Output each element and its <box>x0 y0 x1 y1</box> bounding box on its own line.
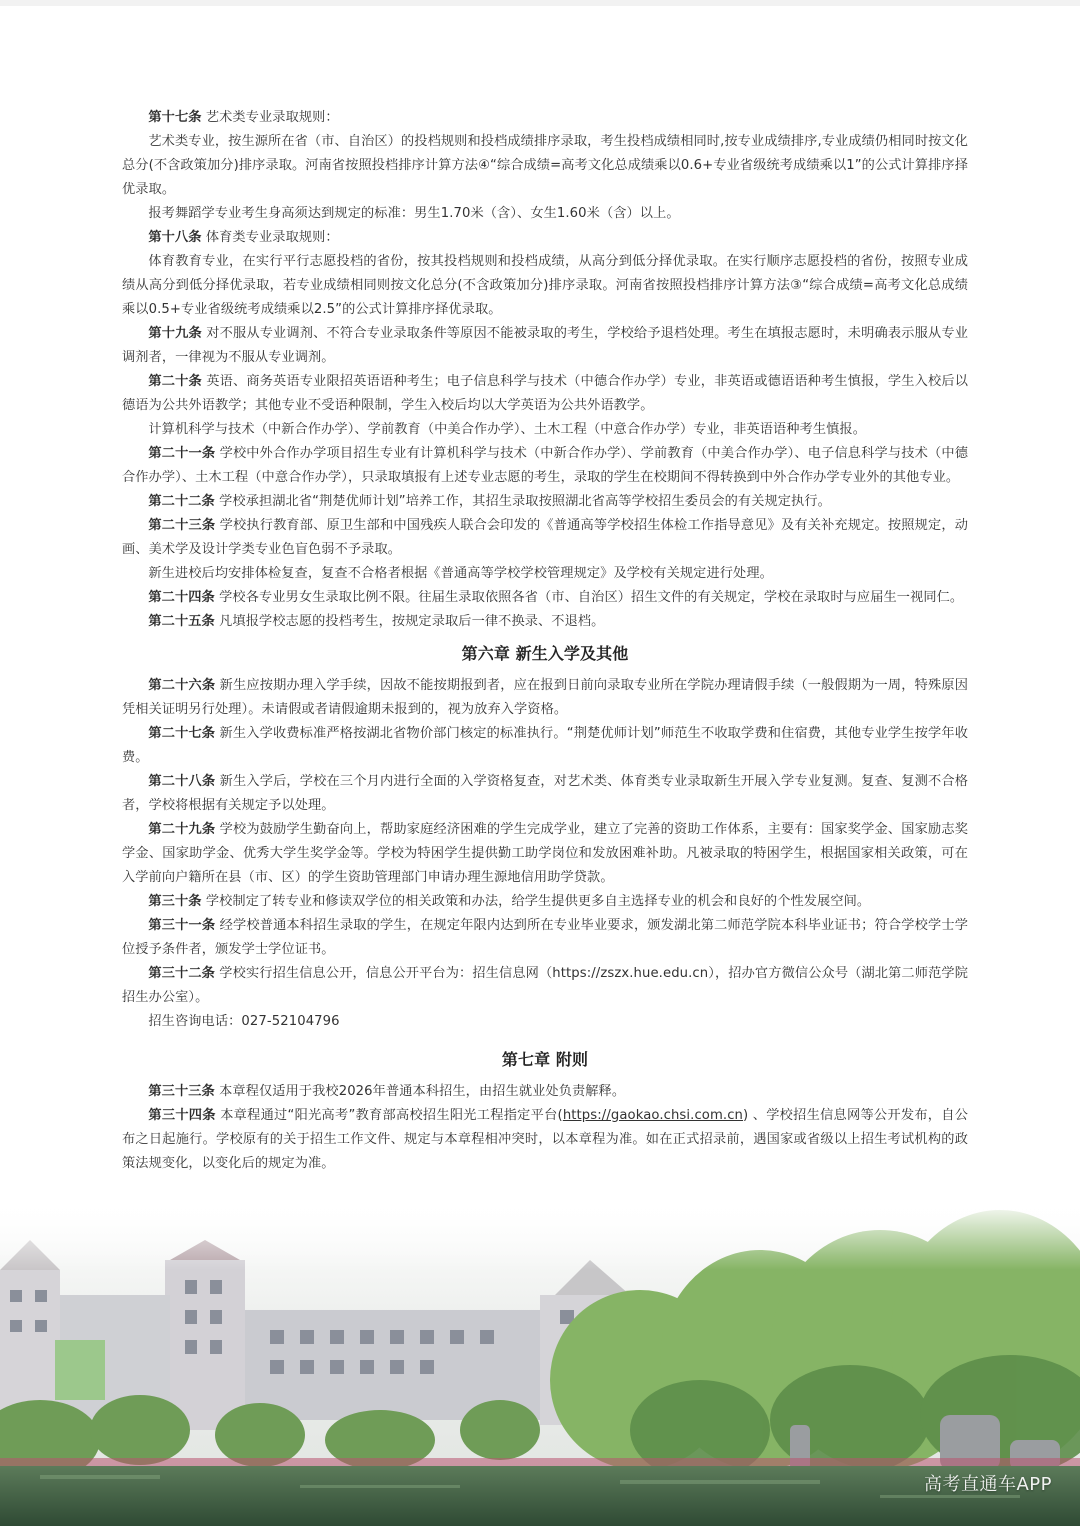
article-17-dance-height: 报考舞蹈学专业考生身高须达到规定的标准：男生1.70米（含）、女生1.60米（含）以上。 <box>148 206 680 221</box>
article-26: 第二十六条 新生应按期办理入学手续，因故不能按期报到者，应在报到日前向录取专业所在学院办理请假手续（一般假期为一周，特殊原因凭相关证明另行处理）。未请假或者请假逾期未报到的，视为放弃入学资格。 <box>122 678 969 717</box>
admission-phone: 招生咨询电话：027-52104796 <box>148 1014 340 1029</box>
campus-scene-illustration <box>0 1200 1080 1526</box>
watermark-text: 高考直通车APP <box>923 1474 1052 1495</box>
article-24: 第二十四条 学校各专业男女生录取比例不限。往届生录取依照各省（市、自治区）招生文件的有关规定，学校在录取时与应届生一视同仁。 <box>148 590 964 605</box>
page-top-border <box>0 0 1080 6</box>
article-33: 第三十三条 本章程仅适用于我校2026年普通本科招生，由招生就业处负责解释。 <box>148 1084 626 1099</box>
article-18: 第十八条 体育类专业录取规则： <box>148 230 339 245</box>
article-23-health-check: 新生进校后均安排体检复查，复查不合格者根据《普通高等学校学校管理规定》及学校有关规定进行处理。 <box>148 566 773 581</box>
article-25: 第二十五条 凡填报学校志愿的投档考生，按规定录取后一律不换录、不退档。 <box>148 614 605 629</box>
campus-photo <box>0 1200 1080 1526</box>
gaokao-link[interactable]: https://gaokao.chsi.com.cn <box>562 1108 744 1123</box>
article-20: 第二十条 英语、商务英语专业限招英语语种考生；电子信息科学与技术（中德合作办学）专业，非英语或德语语种考生慎报，学生入校后以德语为公共外语教学；其他专业不受语种限制，学生入校后均以大学英语为公共外语教学。 <box>122 374 968 413</box>
chapter-7-heading: 第七章 附则 <box>501 1050 589 1069</box>
article-22: 第二十二条 学校承担湖北省“荆楚优师计划”培养工作，其招生录取按照湖北省高等学校招生委员会的有关规定执行。 <box>148 494 831 509</box>
article-21: 第二十一条 学校中外合作办学项目招生专业有计算机科学与技术（中新合作办学）、学前教育（中美合作办学）、电子信息科学与技术（中德合作办学）、土木工程（中意合作办学），只录取填报有上述专业志愿的考生，录取的学生在校期间不得转换到中外合作办学专业外的其他专业。 <box>122 446 969 485</box>
article-19: 第十九条 对不服从专业调剂、不符合专业录取条件等原因不能被录取的考生，学校给予退档处理。考生在填报志愿时，未明确表示服从专业调剂者，一律视为不服从专业调剂。 <box>122 326 968 365</box>
chapter-6-heading: 第六章 新生入学及其他 <box>461 644 629 663</box>
article-23: 第二十三条 学校执行教育部、原卫生部和中国残疾人联合会印发的《普通高等学校招生体检工作指导意见》及有关补充规定。按照规定，动画、美术学及设计学类专业色盲色弱不予录取。 <box>122 518 969 557</box>
article-20-language-note: 计算机科学与技术（中新合作办学）、学前教育（中美合作办学）、土木工程（中意合作办学）专业，非英语语种考生慎报。 <box>148 422 866 437</box>
article-30: 第三十条 学校制定了转专业和修读双学位的相关政策和办法，给学生提供更多自主选择专业的机会和良好的个性发展空间。 <box>148 894 871 909</box>
article-17: 第十七条 艺术类专业录取规则： <box>148 110 339 125</box>
article-27: 第二十七条 新生入学收费标准严格按湖北省物价部门核定的标准执行。“荆楚优师计划”师范生不收取学费和住宿费，其他专业学生按学年收费。 <box>122 726 968 765</box>
article-17-art-rules: 艺术类专业，按生源所在省（市、自治区）的投档规则和投档成绩排序录取，考生投档成绩相同时,按专业成绩排序,专业成绩仍相同时按文化总分(不含政策加分)排序录取。河南省按照投档排序计算方法④“综合成绩=高考文化总成绩乘以0.6+专业省级统考成绩乘以1”的公式计算排序择优录取。 <box>122 134 968 197</box>
article-34: 第三十四条 本章程通过“阳光高考”教育部高校招生阳光工程指定平台(https://gaokao.chsi.com.cn) 、学校招生信息网等公开发布，自公布之日起施行。学校原有的关于招生工作文件、规定与本章程相冲突时，以本章程为准。如在正式招录前，遇国家或省级以上招生考试机构的政策法规变化，以变化后的规定为准。 <box>122 1108 968 1171</box>
article-18-sports-rules: 体育教育专业，在实行平行志愿投档的省份，按其投档规则和投档成绩，从高分到低分择优录取。在实行顺序志愿投档的省份，按照专业成绩从高分到低分择优录取，若专业成绩相同则按文化总分(不含政策加分)排序录取。河南省按照投档排序计算方法③“综合成绩=高考文化总成绩乘以0.5+专业省级统考成绩乘以2.5”的公式计算排序择优录取。 <box>122 254 968 317</box>
document-body <box>122 106 968 1176</box>
article-31: 第三十一条 经学校普通本科招生录取的学生，在规定年限内达到所在专业毕业要求，颁发湖北第二师范学院本科毕业证书；符合学校学士学位授予条件者，颁发学士学位证书。 <box>122 918 969 957</box>
article-28: 第二十八条 新生入学后，学校在三个月内进行全面的入学资格复查，对艺术类、体育类专业录取新生开展入学专业复测。复查、复测不合格者，学校将根据有关规定予以处理。 <box>122 774 969 813</box>
article-29: 第二十九条 学校为鼓励学生勤奋向上，帮助家庭经济困难的学生完成学业，建立了完善的资助工作体系，主要有：国家奖学金、国家励志奖学金、国家助学金、优秀大学生奖学金等。学校为特困学生提供勤工助学岗位和发放困难补助。凡被录取的特困学生，根据国家相关政策，可在入学前向户籍所在县（市、区）的学生资助管理部门申请办理生源地信用助学贷款。 <box>122 822 969 885</box>
article-32: 第三十二条 学校实行招生信息公开，信息公开平台为：招生信息网（https://zszx.hue.edu.cn），招办官方微信公众号（湖北第二师范学院招生办公室）。 <box>122 966 968 1005</box>
